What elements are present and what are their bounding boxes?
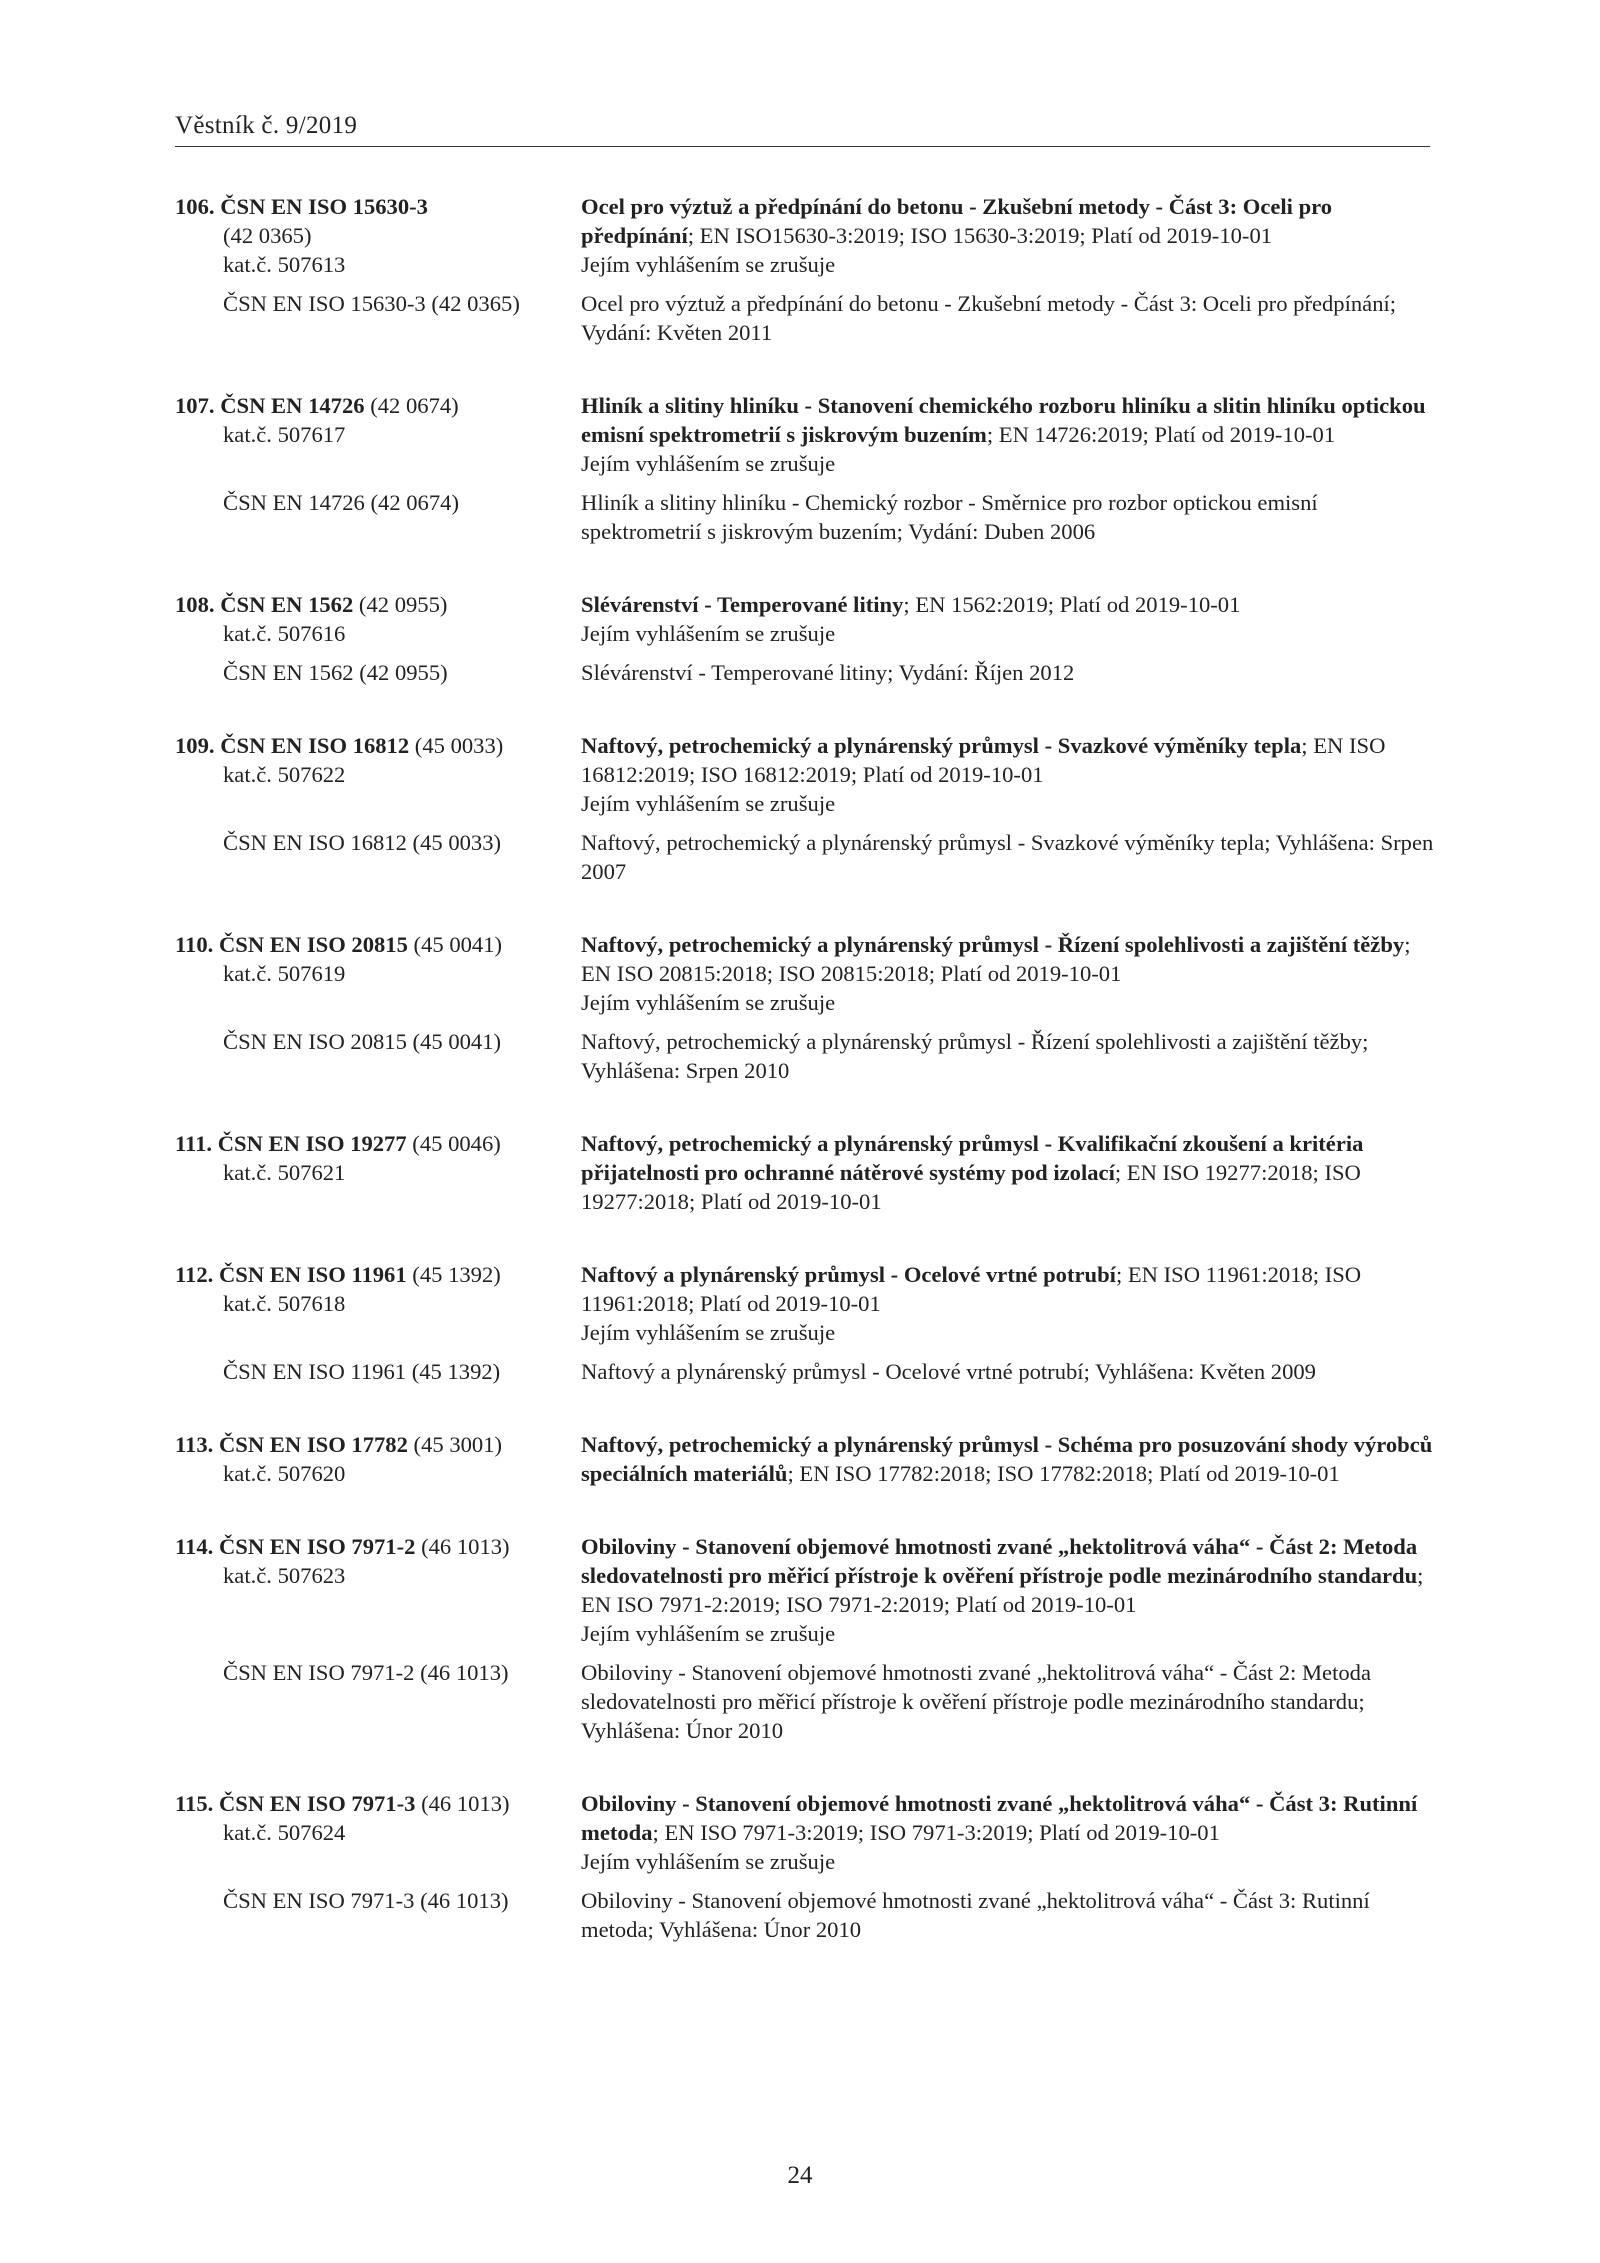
standard-entry (175, 590, 1435, 687)
entry-catalog-number: kat.č. 507618 (223, 1291, 346, 1316)
entry-class-code: (42 0955) (353, 592, 448, 617)
entry-standard-code: ČSN EN ISO 19277 (217, 1131, 407, 1156)
entry-spacer (175, 1386, 1435, 1430)
entry-replacement-note: Jejím vyhlášením se zrušuje (581, 451, 836, 476)
replaced-standard-text: Naftový, petrochemický a plynárenský průmysl - Svazkové výměníky tepla; Vyhlášena: Srpen 2007 (581, 830, 1434, 884)
standard-entry (175, 192, 1435, 347)
entry-title-paragraph (581, 731, 1435, 789)
entry-title-details: ; EN ISO 20815:2018; ISO 20815:2018; Platí od 2019-10-01 (581, 932, 1411, 986)
entry-title-paragraph (581, 192, 1435, 250)
replaced-standard-code: ČSN EN 1562 (42 0955) (223, 660, 448, 685)
entry-main-row (175, 1129, 1435, 1216)
entry-standard-code: ČSN EN 1562 (220, 592, 354, 617)
standard-entry (175, 731, 1435, 886)
entry-main-row (175, 731, 1435, 818)
replaced-standard-text: Obiloviny - Stanovení objemové hmotnosti zvané „hektolitrová váha“ - Část 2: Metoda sledovatelnosti pro měřicí přístroje k ověření přístroje podle mezinárodního standardu; Vyhlášena: Únor 2010 (581, 1660, 1371, 1743)
entry-spacer (175, 1085, 1435, 1129)
entry-spacer (175, 687, 1435, 731)
header-rule (175, 146, 1430, 147)
entry-title-details: ; EN ISO15630-3:2019; ISO 15630-3:2019; Platí od 2019-10-01 (687, 223, 1273, 248)
entry-spacer (175, 1745, 1435, 1789)
entry-replacement-note: Jejím vyhlášením se zrušuje (581, 621, 836, 646)
entry-replaced-row (175, 1658, 1435, 1745)
entry-right-column (581, 1789, 1435, 1876)
entry-class-code-line: (42 0365) (223, 223, 312, 248)
entry-main-row (175, 1532, 1435, 1648)
entry-class-code: (45 3001) (407, 1432, 503, 1457)
entry-right-column (581, 731, 1435, 818)
entry-main-row (175, 930, 1435, 1017)
entry-standard-code: ČSN EN ISO 7971-2 (218, 1534, 416, 1559)
entry-class-code: (46 1013) (415, 1791, 510, 1816)
entry-title: Ocel pro výztuž a předpínání do betonu - Zkušební metody - Část 3: Oceli pro předpínání (581, 194, 1333, 248)
entry-main-row (175, 1430, 1435, 1488)
entry-left-column (175, 1789, 581, 1876)
entry-title: Slévárenství - Temperované litiny (581, 592, 904, 617)
entry-number: 114. (175, 1534, 214, 1559)
entry-replacement-note: Jejím vyhlášením se zrušuje (581, 1621, 836, 1646)
entry-number: 107. (175, 393, 215, 418)
entry-code-line (175, 930, 581, 959)
entry-catalog-number: kat.č. 507623 (223, 1563, 346, 1588)
entry-replaced-row (175, 1886, 1435, 1944)
entry-code-line (175, 1789, 581, 1818)
entry-code-line (175, 731, 581, 760)
entry-left-column (175, 731, 581, 818)
entry-catalog-number: kat.č. 507617 (223, 422, 346, 447)
entry-number: 109. (175, 733, 215, 758)
replaced-standard-text: Obiloviny - Stanovení objemové hmotnosti zvané „hektolitrová váha“ - Část 3: Rutinní metoda; Vyhlášena: Únor 2010 (581, 1888, 1370, 1942)
entry-replaced-row (175, 488, 1435, 546)
entry-code-line (175, 1260, 581, 1289)
entry-replaced-row (175, 1357, 1435, 1386)
replaced-standard-code: ČSN EN 14726 (42 0674) (223, 490, 459, 515)
entry-number: 106. (175, 194, 215, 219)
entry-title: Obiloviny - Stanovení objemové hmotnosti zvané „hektolitrová váha“ - Část 3: Rutinní metoda (581, 1791, 1418, 1845)
entry-title-paragraph (581, 1532, 1435, 1619)
entry-right-column (581, 391, 1435, 478)
entry-replaced-row (175, 289, 1435, 347)
entry-catalog-number: kat.č. 507613 (223, 252, 346, 277)
entry-title-details: ; EN ISO 11961:2018; ISO 11961:2018; Platí od 2019-10-01 (581, 1262, 1362, 1316)
standard-entry (175, 1129, 1435, 1216)
entry-right-column (581, 192, 1435, 279)
entry-title-details: ; EN 14726:2019; Platí od 2019-10-01 (986, 422, 1336, 447)
entry-class-code: (45 0041) (407, 932, 503, 957)
entry-title-details: ; EN ISO 17782:2018; ISO 17782:2018; Platí od 2019-10-01 (787, 1461, 1340, 1486)
entry-title-paragraph (581, 590, 1435, 619)
entry-spacer (175, 1216, 1435, 1260)
entry-main-row (175, 1789, 1435, 1876)
entry-catalog-number: kat.č. 507624 (223, 1820, 346, 1845)
entry-right-column (581, 1532, 1435, 1648)
entry-title: Naftový, petrochemický a plynárenský průmysl - Řízení spolehlivosti a zajištění těžby (581, 932, 1405, 957)
entry-left-column (175, 391, 581, 478)
replaced-standard-code: ČSN EN ISO 16812 (45 0033) (223, 830, 502, 855)
entry-number: 115. (175, 1791, 214, 1816)
entry-title: Naftový, petrochemický a plynárenský průmysl - Kvalifikační zkoušení a kritéria přijatelnosti pro ochranné nátěrové systémy pod izolací (581, 1131, 1364, 1185)
standard-entry (175, 1430, 1435, 1488)
replaced-standard-code: ČSN EN ISO 7971-2 (46 1013) (223, 1660, 509, 1685)
entry-code-line (175, 192, 581, 221)
entry-replaced-row (175, 1027, 1435, 1085)
entry-replacement-note: Jejím vyhlášením se zrušuje (581, 1849, 836, 1874)
entry-title-paragraph (581, 1430, 1435, 1488)
entry-title-paragraph (581, 391, 1435, 449)
entry-left-column (175, 1129, 581, 1216)
entry-title-details: ; EN ISO 7971-2:2019; ISO 7971-2:2019; Platí od 2019-10-01 (581, 1563, 1424, 1617)
entry-main-row (175, 590, 1435, 648)
entry-standard-code: ČSN EN 14726 (220, 393, 365, 418)
standards-list (175, 192, 1435, 1944)
entry-code-line (175, 1430, 581, 1459)
entry-title-paragraph (581, 1260, 1435, 1318)
entry-catalog-number: kat.č. 507622 (223, 762, 346, 787)
entry-right-column (581, 1129, 1435, 1216)
entry-standard-code: ČSN EN ISO 7971-3 (218, 1791, 416, 1816)
entry-class-code: (46 1013) (415, 1534, 510, 1559)
entry-title: Obiloviny - Stanovení objemové hmotnosti zvané „hektolitrová váha“ - Část 2: Metoda sledovatelnosti pro měřicí přístroje k ověření přístroje podle mezinárodního standardu (581, 1534, 1418, 1588)
entry-replacement-note: Jejím vyhlášením se zrušuje (581, 791, 836, 816)
entry-spacer (175, 347, 1435, 391)
replaced-standard-text: Naftový, petrochemický a plynárenský průmysl - Řízení spolehlivosti a zajištění těžby; Vyhlášena: Srpen 2010 (581, 1029, 1369, 1083)
page-number: 24 (787, 2162, 813, 2189)
entry-code-line (175, 1129, 581, 1158)
entry-title-paragraph (581, 1789, 1435, 1847)
entry-number: 111. (175, 1131, 213, 1156)
entry-spacer (175, 1488, 1435, 1532)
standard-entry (175, 1789, 1435, 1944)
entry-main-row (175, 192, 1435, 279)
entry-left-column (175, 1532, 581, 1648)
entry-title-details: ; EN ISO 16812:2019; ISO 16812:2019; Platí od 2019-10-01 (581, 733, 1386, 787)
entry-left-column (175, 192, 581, 279)
replaced-standard-code: ČSN EN ISO 11961 (45 1392) (223, 1359, 501, 1384)
entry-class-code: (45 0046) (406, 1131, 501, 1156)
entry-standard-code: ČSN EN ISO 20815 (218, 932, 408, 957)
entry-code-line (175, 391, 581, 420)
entry-spacer (175, 546, 1435, 590)
entry-right-column (581, 1430, 1435, 1488)
entry-main-row (175, 1260, 1435, 1347)
replaced-standard-text: Naftový a plynárenský průmysl - Ocelové vrtné potrubí; Vyhlášena: Květen 2009 (581, 1359, 1316, 1384)
entry-class-code: (42 0674) (364, 393, 459, 418)
entry-number: 113. (175, 1432, 214, 1457)
entry-left-column (175, 930, 581, 1017)
entry-title-details: ; EN ISO 19277:2018; ISO 19277:2018; Platí od 2019-10-01 (581, 1160, 1361, 1214)
entry-replacement-note: Jejím vyhlášením se zrušuje (581, 990, 836, 1015)
entry-standard-code: ČSN EN ISO 17782 (218, 1432, 408, 1457)
replaced-standard-text: Hliník a slitiny hliníku - Chemický rozbor - Směrnice pro rozbor optickou emisní spektrometrií s jiskrovým buzením; Vydání: Duben 2006 (581, 490, 1318, 544)
entry-code-line (175, 590, 581, 619)
entry-right-column (581, 930, 1435, 1017)
entry-right-column (581, 1260, 1435, 1347)
replaced-standard-code: ČSN EN ISO 20815 (45 0041) (223, 1029, 502, 1054)
entry-spacer (175, 886, 1435, 930)
replaced-standard-code: ČSN EN ISO 15630-3 (42 0365) (223, 291, 520, 316)
standard-entry (175, 1532, 1435, 1745)
entry-catalog-number: kat.č. 507616 (223, 621, 346, 646)
entry-title-paragraph (581, 1129, 1435, 1216)
entry-left-column (175, 1430, 581, 1488)
entry-standard-code: ČSN EN ISO 16812 (220, 733, 410, 758)
entry-left-column (175, 590, 581, 648)
entry-class-code: (45 1392) (406, 1262, 501, 1287)
entry-title: Naftový, petrochemický a plynárenský průmysl - Schéma pro posuzování shody výrobců speciálních materiálů (581, 1432, 1433, 1486)
entry-catalog-number: kat.č. 507619 (223, 961, 346, 986)
entry-title: Naftový a plynárenský průmysl - Ocelové vrtné potrubí (581, 1262, 1116, 1287)
entry-main-row (175, 391, 1435, 478)
entry-replacement-note: Jejím vyhlášením se zrušuje (581, 1320, 836, 1345)
entry-number: 110. (175, 932, 214, 957)
page-header-title: Věstník č. 9/2019 (175, 112, 358, 139)
entry-standard-code: ČSN EN ISO 11961 (218, 1262, 407, 1287)
entry-replaced-row (175, 828, 1435, 886)
entry-title: Hliník a slitiny hliníku - Stanovení chemického rozboru hliníku a slitin hliníku optickou emisní spektrometrií s jiskrovým buzením (581, 393, 1426, 447)
entry-right-column (581, 590, 1435, 648)
entry-title-details: ; EN ISO 7971-3:2019; ISO 7971-3:2019; Platí od 2019-10-01 (652, 1820, 1220, 1845)
entry-title-paragraph (581, 930, 1435, 988)
entry-standard-code: ČSN EN ISO 15630-3 (220, 194, 428, 219)
standard-entry (175, 391, 1435, 546)
entry-class-code: (45 0033) (409, 733, 504, 758)
replaced-standard-text: Slévárenství - Temperované litiny; Vydání: Říjen 2012 (581, 660, 1075, 685)
entry-number: 108. (175, 592, 215, 617)
entry-catalog-number: kat.č. 507620 (223, 1461, 346, 1486)
entry-replacement-note: Jejím vyhlášením se zrušuje (581, 252, 836, 277)
entry-catalog-number: kat.č. 507621 (223, 1160, 346, 1185)
standard-entry (175, 930, 1435, 1085)
standard-entry (175, 1260, 1435, 1386)
entry-replaced-row (175, 658, 1435, 687)
replaced-standard-text: Ocel pro výztuž a předpínání do betonu - Zkušební metody - Část 3: Oceli pro předpínání; Vydání: Květen 2011 (581, 291, 1397, 345)
entry-title-details: ; EN 1562:2019; Platí od 2019-10-01 (903, 592, 1241, 617)
entry-left-column (175, 1260, 581, 1347)
replaced-standard-code: ČSN EN ISO 7971-3 (46 1013) (223, 1888, 509, 1913)
entry-number: 112. (175, 1262, 214, 1287)
entry-title: Naftový, petrochemický a plynárenský průmysl - Svazkové výměníky tepla (581, 733, 1302, 758)
entry-code-line (175, 1532, 581, 1561)
